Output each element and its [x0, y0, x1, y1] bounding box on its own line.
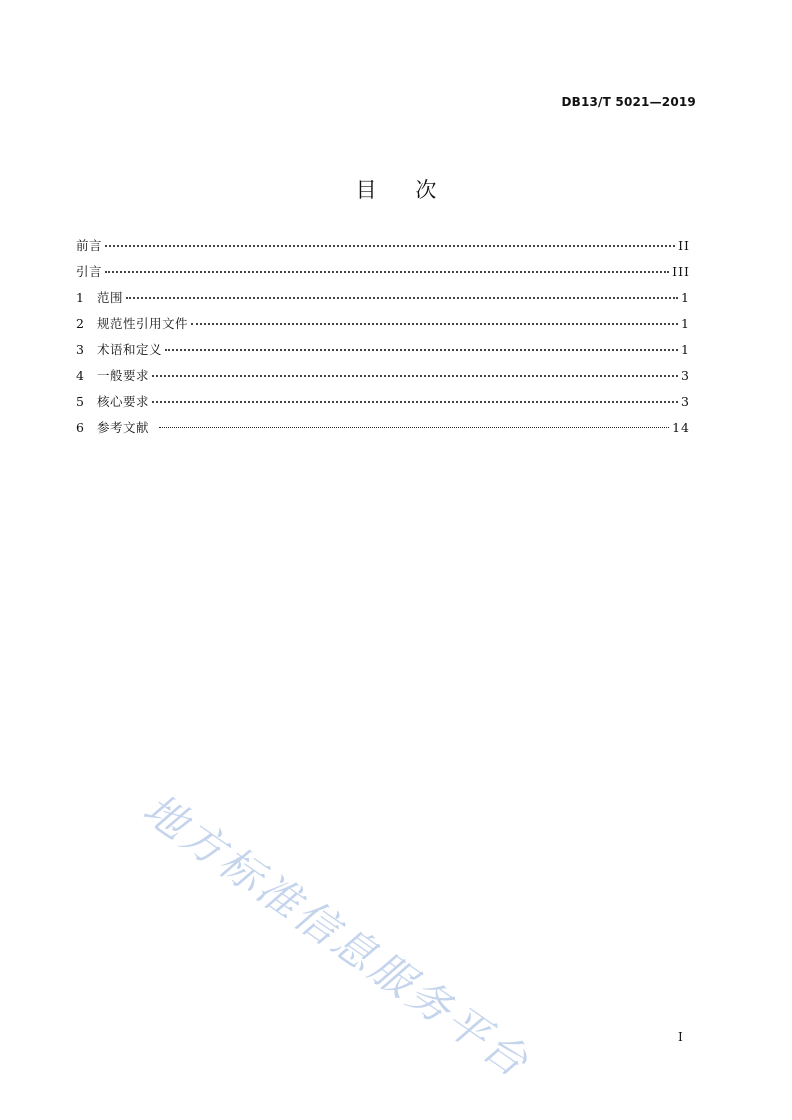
- dot-leader: [152, 401, 678, 403]
- toc-entry-label: 术语和定义: [97, 342, 163, 357]
- toc-entry-page: 3: [681, 368, 690, 383]
- table-of-contents: [76, 236, 690, 444]
- toc-entry-bibliography[interactable]: [76, 418, 690, 444]
- toc-entry-label: 前言: [76, 238, 103, 253]
- toc-entry-number: 1: [76, 290, 84, 305]
- toc-entry-core-requirements[interactable]: [76, 392, 690, 418]
- toc-entry-number: 3: [76, 342, 84, 357]
- page-number: I: [678, 1030, 683, 1044]
- toc-entry-page: III: [672, 264, 690, 279]
- toc-entry-scope[interactable]: [76, 288, 690, 314]
- dot-leader: [126, 297, 678, 299]
- toc-entry-label: 范围: [97, 290, 124, 305]
- toc-entry-number: 5: [76, 394, 84, 409]
- dot-leader: [165, 349, 678, 351]
- toc-entry-page: II: [678, 238, 690, 253]
- page-title: 目 次: [355, 178, 453, 202]
- toc-entry-page: 1: [681, 316, 690, 331]
- toc-entry-number: 2: [76, 316, 84, 331]
- toc-entry-page: 3: [681, 394, 690, 409]
- dot-leader: [191, 323, 678, 325]
- dot-leader: [105, 271, 669, 273]
- toc-entry-foreword[interactable]: [76, 236, 690, 262]
- standard-code: DB13/T 5021—2019: [561, 95, 696, 109]
- toc-entry-normative-references[interactable]: [76, 314, 690, 340]
- toc-entry-page: 1: [681, 342, 690, 357]
- toc-entry-label: 引言: [76, 264, 103, 279]
- dot-leader: [159, 427, 669, 428]
- toc-entry-page: 14: [672, 420, 690, 435]
- dot-leader: [105, 245, 675, 247]
- toc-entry-label: 规范性引用文件: [97, 316, 189, 331]
- toc-entry-label: 一般要求: [97, 368, 150, 383]
- toc-entry-page: 1: [681, 290, 690, 305]
- watermark: 地方标准信息服务平台: [134, 783, 540, 1088]
- toc-entry-number: 6: [76, 420, 84, 435]
- toc-entry-general-requirements[interactable]: [76, 366, 690, 392]
- toc-entry-label: 核心要求: [97, 394, 150, 409]
- toc-entry-introduction[interactable]: [76, 262, 690, 288]
- toc-entry-number: 4: [76, 368, 84, 383]
- toc-entry-terms-definitions[interactable]: [76, 340, 690, 366]
- toc-entry-label: 参考文献: [97, 420, 150, 435]
- dot-leader: [152, 375, 678, 377]
